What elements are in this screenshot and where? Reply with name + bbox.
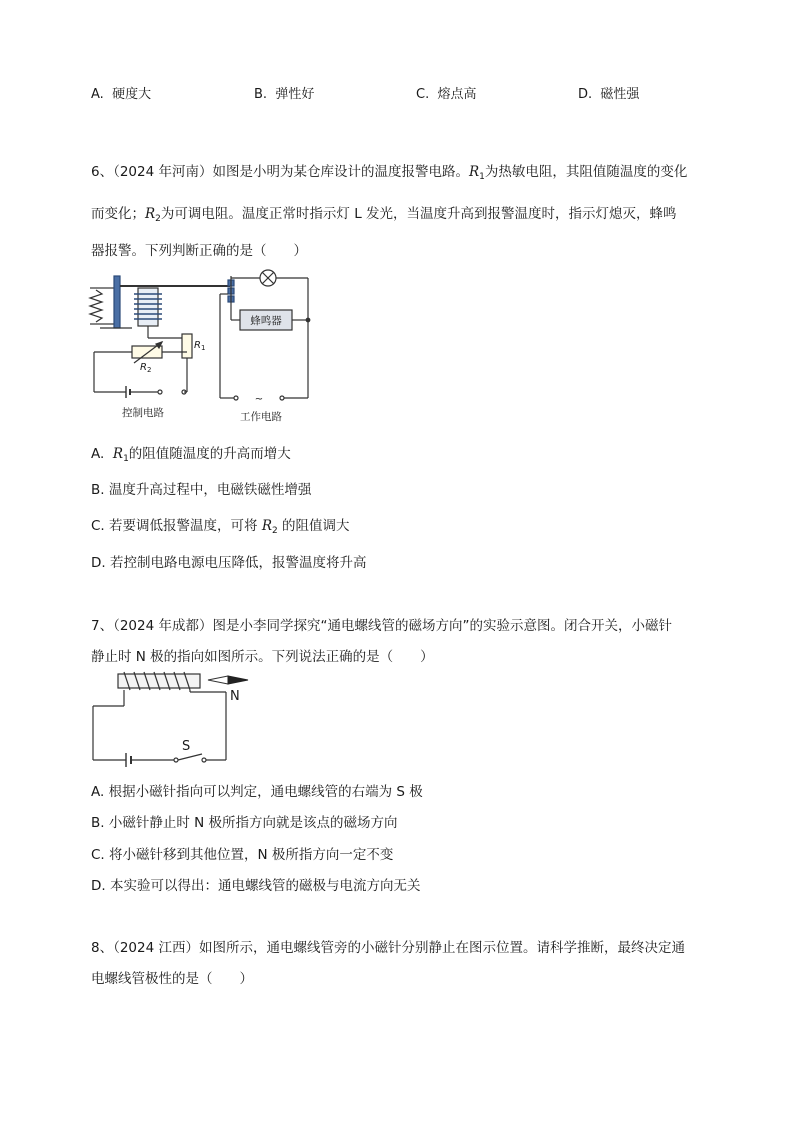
r2-symbol: R [145, 206, 156, 222]
q7-option-c: C. 将小磁针移到其他位置，N 极所指方向一定不变 [91, 847, 394, 863]
q7-solenoid-circuit-diagram [90, 670, 260, 770]
switch-s-label: S [182, 739, 191, 754]
r1-symbol: R [469, 164, 480, 180]
q6-stem-line1: 6、（2024 年河南）如图是小明为某仓库设计的温度报警电路。$R_1$为热敏电阻，其阻值随温度的变化 [91, 164, 688, 182]
variable-resistor-r2-icon [132, 346, 162, 358]
q5-option-a: A. 硬度大 [91, 87, 152, 102]
q7-option-a: A. 根据小磁针指向可以判定，通电螺线管的右端为 S 极 [91, 784, 423, 800]
q6-option-c: C. 若要调低报警温度，可将 $R_2$ 的阻值调大 [91, 518, 350, 536]
diagram-r1-label: R [194, 340, 201, 351]
north-pole-label: N [230, 689, 240, 704]
work-circuit-label: 工作电路 [240, 411, 282, 423]
q7-option-d: D. 本实验可以得出：通电螺线管的磁极与电流方向无关 [91, 878, 421, 894]
svg-text:2: 2 [147, 366, 152, 374]
q6-option-d: D. 若控制电路电源电压降低，报警温度将升高 [91, 555, 367, 571]
q5-option-c: C. 熔点高 [416, 87, 477, 102]
control-circuit-label: 控制电路 [122, 407, 164, 419]
q6-option-b: B. 温度升高过程中，电磁铁磁性增强 [91, 482, 312, 498]
q7-stem-line2: 静止时 N 极的指向如图所示。下列说法正确的是（ ） [91, 649, 434, 665]
svg-text:1: 1 [201, 344, 206, 352]
q6-relay-circuit-diagram [88, 268, 328, 428]
q5-option-b: B. 弹性好 [254, 87, 315, 102]
buzzer-label: 蜂鸣器 [250, 315, 282, 327]
spring-icon [90, 290, 102, 322]
q8-stem-line1: 8、（2024 江西）如图所示，通电螺线管旁的小磁针分别静止在图示位置。请科学推断，最终决定通 [91, 940, 685, 956]
compass-needle-icon [208, 676, 248, 684]
thermistor-r1-icon [182, 334, 192, 358]
ac-source-symbol: ~ [254, 394, 264, 405]
q5-option-d: D. 磁性强 [578, 87, 640, 102]
q8-stem-line2: 电螺线管极性的是（ ） [91, 971, 253, 987]
q7-stem-line1: 7、（2024 年成都）图是小李同学探究“通电螺线管的磁场方向”的实验示意图。闭合开关，小磁针 [91, 618, 672, 634]
q6-option-a: A. $R_1$的阻值随温度的升高而增大 [91, 446, 291, 464]
q6-stem-line3: 器报警。下列判断正确的是（ ） [91, 243, 307, 259]
q6-stem-line2: 而变化；$R_2$为可调电阻。温度正常时指示灯 L 发光，当温度升高到报警温度时，指示灯熄灭，蜂鸣 [91, 206, 677, 224]
q7-option-b: B. 小磁针静止时 N 极所指方向就是该点的磁场方向 [91, 815, 398, 831]
diagram-r2-label: R [140, 362, 147, 373]
